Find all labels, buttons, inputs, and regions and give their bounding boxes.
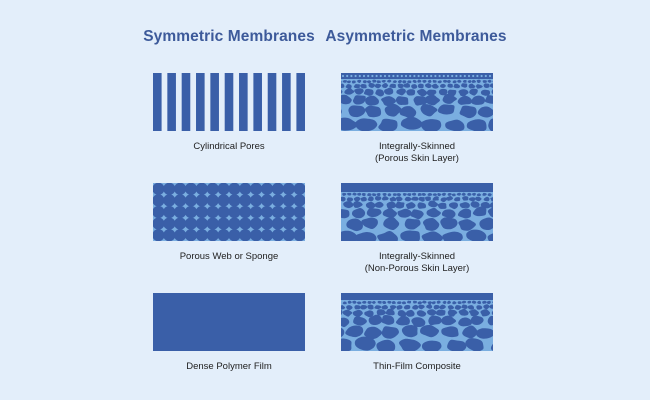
sponge-cell xyxy=(217,183,229,195)
skin-pore xyxy=(367,75,369,77)
sponge-cell xyxy=(239,194,251,206)
pore-wall-bar xyxy=(196,73,205,131)
substructure-cell xyxy=(467,301,471,304)
substructure-cell xyxy=(447,84,452,88)
sponge-cell xyxy=(272,218,284,230)
pore-wall-bar xyxy=(282,73,291,131)
nonporous-skin-label-line2: (Non-Porous Skin Layer) xyxy=(364,263,470,274)
substructure-cell xyxy=(483,80,487,83)
sponge-cell xyxy=(272,183,284,195)
sponge-cell xyxy=(185,218,197,230)
cylindrical-pores-diagram xyxy=(153,73,305,131)
sponge-cell xyxy=(217,194,229,206)
skin-pore xyxy=(472,75,474,77)
sponge-cell xyxy=(163,183,175,195)
sponge-cell xyxy=(207,229,219,241)
porous-skin-label-line1: Integrally-Skinned xyxy=(378,141,456,152)
cylindrical-pores-label: Cylindrical Pores xyxy=(193,141,265,152)
sponge-cell xyxy=(185,183,197,195)
skin-pore xyxy=(405,75,407,77)
skin-pore xyxy=(434,75,436,77)
sponge-cell xyxy=(196,194,208,206)
skin-pore xyxy=(371,75,373,77)
sponge-cell xyxy=(250,194,262,206)
dense-film-block xyxy=(153,293,305,351)
pore-wall-bar xyxy=(153,73,162,131)
thin-film-composite-diagram xyxy=(341,293,493,351)
pore-wall-bar xyxy=(225,73,234,131)
skin-pore xyxy=(422,75,424,77)
sponge-cell xyxy=(174,218,186,230)
sponge-cell xyxy=(283,218,295,230)
skin-pore xyxy=(409,75,411,77)
porous-sponge-label: Porous Web or Sponge xyxy=(179,251,279,262)
sponge-cell xyxy=(174,183,186,195)
sponge-cell xyxy=(207,194,219,206)
substructure-cell xyxy=(413,301,417,304)
sponge-cell xyxy=(283,229,295,241)
skin-pore xyxy=(426,75,428,77)
substructure-cell xyxy=(436,310,445,316)
skin-pore xyxy=(447,75,449,77)
skin-pore xyxy=(481,75,483,77)
skin-pore xyxy=(430,75,432,77)
pore-wall-bar xyxy=(239,73,248,131)
substructure-cell xyxy=(400,231,420,241)
skin-pore xyxy=(380,75,382,77)
pore-wall-bar xyxy=(268,73,277,131)
skin-pore xyxy=(388,75,390,77)
substructure-cell xyxy=(407,301,411,304)
substructure-cell xyxy=(396,96,409,105)
substructure-cell xyxy=(372,80,376,83)
sponge-cell xyxy=(207,206,219,218)
sponge-cell xyxy=(239,206,251,218)
sponge-cell xyxy=(283,194,295,206)
skin-pore xyxy=(384,75,386,77)
dense-polymer-film-diagram xyxy=(153,293,305,351)
sponge-cell xyxy=(228,183,240,195)
sponge-cell xyxy=(239,183,251,195)
sponge-cell xyxy=(196,218,208,230)
sponge-cell xyxy=(163,229,175,241)
sponge-cell xyxy=(261,183,273,195)
skin-pore xyxy=(468,75,470,77)
sponge-cell xyxy=(228,206,240,218)
sponge-cell xyxy=(185,206,197,218)
sponge-cell xyxy=(185,229,197,241)
substructure-cell xyxy=(463,80,467,83)
skin-pore xyxy=(363,75,365,77)
substructure-cell xyxy=(341,339,352,351)
sponge-cell xyxy=(261,218,273,230)
sponge-cell xyxy=(196,229,208,241)
skin-pore xyxy=(401,75,403,77)
sponge-cell xyxy=(272,206,284,218)
skin-pore xyxy=(342,75,344,77)
pore-wall-bar xyxy=(167,73,176,131)
substructure-cell xyxy=(476,328,493,338)
pore-wall-bar xyxy=(253,73,262,131)
pore-wall-bar xyxy=(296,73,305,131)
skin-pore xyxy=(451,75,453,77)
sponge-cell xyxy=(207,183,219,195)
asymmetric-membranes-heading: Asymmetric Membranes xyxy=(325,28,507,45)
sponge-cell xyxy=(228,194,240,206)
sponge-cell xyxy=(250,206,262,218)
integrally-skinned-porous-diagram xyxy=(341,73,493,131)
skin-pore xyxy=(397,75,399,77)
sponge-cell xyxy=(261,194,273,206)
sponge-cell xyxy=(207,218,219,230)
pore-wall-bar xyxy=(210,73,219,131)
skin-pore xyxy=(413,75,415,77)
sponge-cell xyxy=(217,229,229,241)
integrally-skinned-nonporous-diagram xyxy=(341,183,493,241)
sponge-cell xyxy=(283,206,295,218)
skin-pore xyxy=(355,75,357,77)
skin-pore xyxy=(460,75,462,77)
sponge-cell xyxy=(272,194,284,206)
substructure-cell xyxy=(352,80,356,83)
sponge-cell xyxy=(163,206,175,218)
nonporous-skin-label-line1: Integrally-Skinned xyxy=(378,251,456,262)
sponge-cell xyxy=(174,206,186,218)
sponge-cell xyxy=(272,229,284,241)
dense-polymer-film-label: Dense Polymer Film xyxy=(186,361,272,372)
thin-film-composite-caption xyxy=(297,361,537,373)
sponge-cell xyxy=(196,183,208,195)
sponge-cell xyxy=(174,194,186,206)
skin-layer xyxy=(341,183,493,192)
sponge-cell xyxy=(250,183,262,195)
sponge-cell xyxy=(163,218,175,230)
skin-pore xyxy=(350,75,352,77)
sponge-cell xyxy=(261,206,273,218)
substructure-cell xyxy=(418,193,422,196)
sponge-cell xyxy=(228,218,240,230)
symmetric-membranes-heading: Symmetric Membranes xyxy=(143,28,315,45)
sponge-cell xyxy=(261,229,273,241)
skin-pore xyxy=(443,75,445,77)
substructure-cell xyxy=(377,80,381,83)
sponge-cell xyxy=(163,194,175,206)
integrally-skinned-porous-caption xyxy=(297,141,537,165)
sponge-cell xyxy=(185,194,197,206)
substructure-cell xyxy=(406,89,415,95)
sponge-cell xyxy=(217,206,229,218)
sponge-cell xyxy=(250,229,262,241)
sponge-cell xyxy=(250,218,262,230)
skin-pore xyxy=(346,75,348,77)
sponge-cell xyxy=(283,183,295,195)
substructure-cell xyxy=(433,80,437,83)
sponge-cell xyxy=(239,229,251,241)
skin-pore xyxy=(418,75,420,77)
sponge-cell xyxy=(217,218,229,230)
skin-pore xyxy=(476,75,478,77)
pore-wall-bar xyxy=(182,73,191,131)
integrally-skinned-nonporous-caption xyxy=(297,251,537,275)
substructure-cell xyxy=(458,301,462,304)
skin-pore xyxy=(392,75,394,77)
skin-layer xyxy=(341,293,493,300)
porous-skin-label-line2: (Porous Skin Layer) xyxy=(375,153,459,164)
skin-pore xyxy=(485,75,487,77)
substructure-cell xyxy=(354,305,360,309)
skin-pore xyxy=(359,75,361,77)
sponge-cell xyxy=(196,206,208,218)
sponge-cell xyxy=(174,229,186,241)
skin-pore xyxy=(464,75,466,77)
thin-film-composite-label: Thin-Film Composite xyxy=(373,361,461,372)
porous-sponge-diagram xyxy=(153,183,305,241)
skin-pore xyxy=(455,75,457,77)
substructure-cell xyxy=(341,209,349,218)
substructure-cell xyxy=(393,193,397,196)
skin-pore xyxy=(439,75,441,77)
skin-pore xyxy=(376,75,378,77)
sponge-cell xyxy=(239,218,251,230)
substructure-cell xyxy=(418,84,424,89)
sponge-cell xyxy=(228,229,240,241)
skin-pore xyxy=(489,75,491,77)
